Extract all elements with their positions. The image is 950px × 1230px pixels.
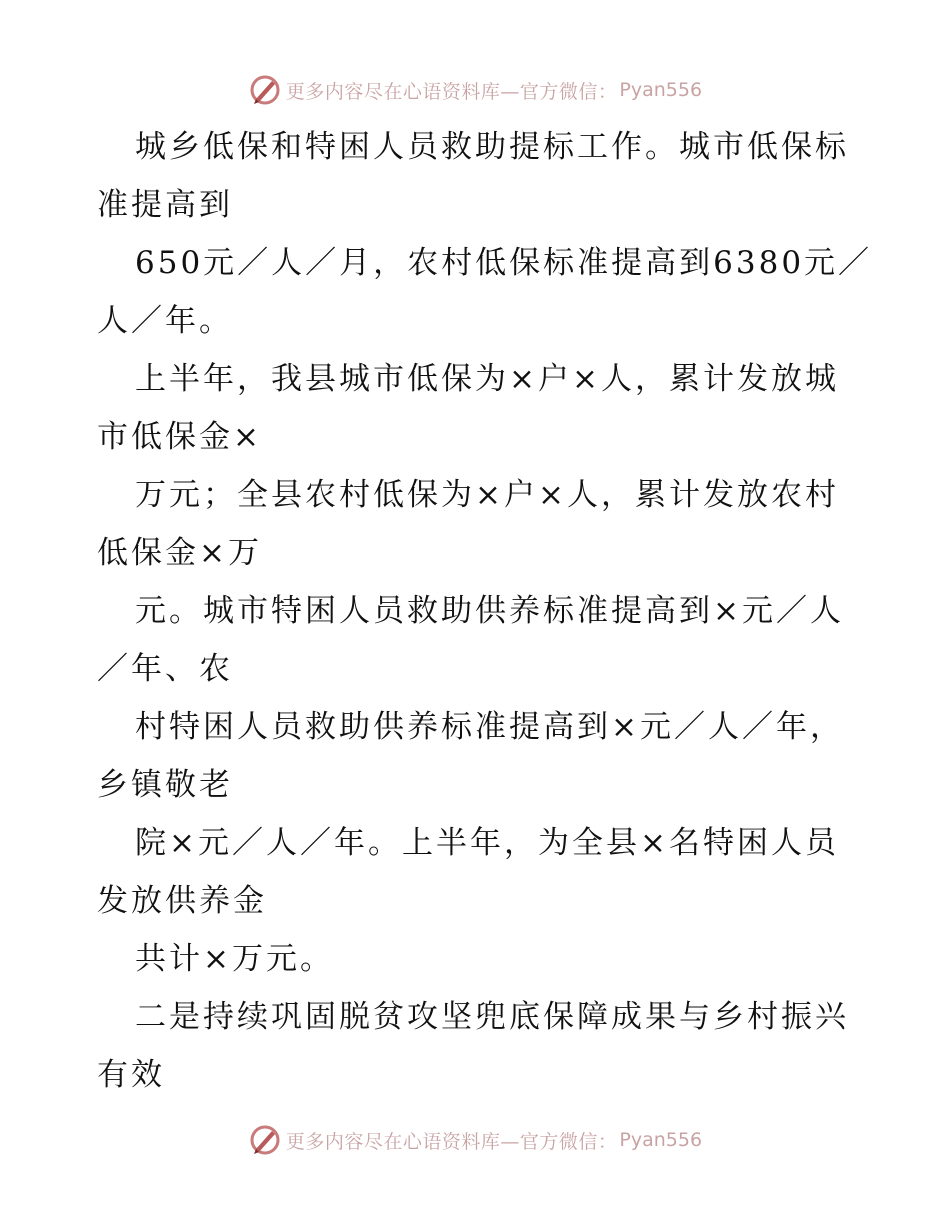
footer-banner <box>0 1120 950 1160</box>
text-line: 乡镇敬老 <box>97 767 233 803</box>
text-line: 有效 <box>97 1057 165 1093</box>
footer-wechat-id: Pyan556 <box>619 1129 703 1151</box>
footer-text: 更多内容尽在心语资料库—官方微信： <box>285 1130 618 1153</box>
text-line: 元。城市特困人员救助供养标准提高到×元／人 <box>135 593 844 629</box>
pen-logo-icon <box>248 1123 282 1157</box>
text-line: 650元／人／月，农村低保标准提高到6380元／ <box>135 245 873 281</box>
header-text: 更多内容尽在心语资料库—官方微信： <box>285 80 618 103</box>
text-line: 二是持续巩固脱贫攻坚兜底保障成果与乡村振兴 <box>135 999 849 1035</box>
text-line: 村特困人员救助供养标准提高到×元／人／年， <box>135 709 844 745</box>
text-line: 共计×万元。 <box>135 941 334 977</box>
text-line: 发放供养金 <box>97 883 267 919</box>
text-line: 人／年。 <box>97 303 233 339</box>
text-line: 低保金×万 <box>97 535 262 571</box>
text-line: 万元；全县农村低保为×户×人，累计发放农村 <box>135 477 839 513</box>
text-line: 院×元／人／年。上半年，为全县×名特困人员 <box>135 825 839 861</box>
text-line: 市低保金× <box>97 419 262 455</box>
header-wechat-id: Pyan556 <box>619 79 703 101</box>
text-line: 城乡低保和特困人员救助提标工作。城市低保标 <box>135 129 849 165</box>
header-banner <box>0 70 950 110</box>
text-line: 上半年，我县城市低保为×户×人，累计发放城 <box>135 361 839 397</box>
pen-logo-icon <box>248 73 282 107</box>
text-line: 准提高到 <box>97 187 233 223</box>
text-line: ／年、农 <box>97 651 233 687</box>
document-body <box>97 118 873 1104</box>
